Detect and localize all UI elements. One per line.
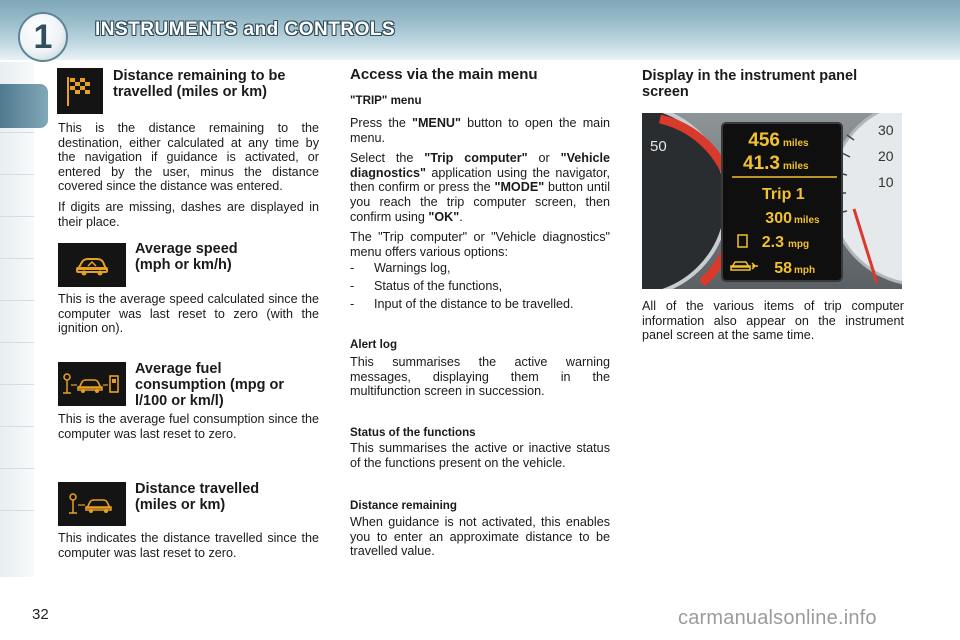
display-unit-1: miles (783, 138, 809, 149)
display-value-2: 41.3 (743, 153, 780, 174)
distance-travelled-text: This indicates the distance travelled since the computer was last reset to zero. (58, 531, 319, 560)
chapter-tab[interactable] (0, 468, 34, 508)
trip-menu-options (350, 261, 610, 311)
alert-log-title: Alert log (350, 338, 398, 351)
chapter-tab[interactable] (0, 510, 34, 550)
instrument-panel-display-photo (642, 113, 902, 289)
display-unit-5: mph (794, 265, 816, 276)
watermark: carmanualsonline.info (678, 607, 877, 629)
chapter-tab[interactable] (0, 216, 34, 256)
instrument-panel-text: All of the various items of trip computer information also appear on the instrument panel screen at the same time. (642, 299, 904, 343)
average-fuel-consumption-icon (58, 362, 126, 406)
trip-menu-label: "TRIP" menu (350, 94, 422, 107)
chapter-tab[interactable] (0, 342, 34, 382)
average-speed-text: This is the average speed calculated since the computer was last reset to zero (with the ignition on). (58, 292, 319, 336)
distance-travelled-icon (58, 482, 126, 526)
distance-remaining-text: This is the distance remaining to the destination, either calculated at any time by the navigation if guidance is activated, or entered by the user, minus the distance covered since the distance was entered. If digits are missing, dashes are displayed in their place. (58, 121, 319, 229)
chapter-tab[interactable] (0, 174, 34, 214)
display-value-5: 58 (774, 260, 792, 277)
list-item: - Status of the functions, (350, 279, 610, 294)
chequered-flag-icon (57, 68, 103, 114)
heading-access-main-menu: Access via the main menu (350, 66, 538, 83)
average-speed-car-icon (58, 243, 126, 287)
chapter-tab[interactable] (0, 132, 34, 172)
heading-distance-remaining: Distance remaining to be travelled (miles or km) (113, 68, 286, 100)
gauge-right-label-3: 10 (878, 174, 894, 190)
list-item: - Warnings log, (350, 261, 610, 276)
heading-instrument-panel-display: Display in the instrument panel screen (642, 68, 858, 100)
display-value-3: 300 (765, 210, 792, 227)
gauge-left-label: 50 (650, 138, 667, 155)
page-title: INSTRUMENTS and CONTROLS (95, 19, 396, 40)
display-unit-3: miles (794, 215, 820, 226)
access-instructions: Press the "MENU" button to open the main menu. Select the "Trip computer" or "Vehicle diagnostics" application using the navigator, then confirm or press the "MODE" button until you reach the trip computer screen, then confirm using "OK". The "Trip computer" or "Vehicle diagnostics" menu offers various options: - Warnings log, - Status of the functions, - Input of the distance to be travelled. (350, 116, 610, 314)
gauge-right-label-2: 20 (878, 148, 894, 164)
chapter-tab-strip (0, 62, 34, 577)
header-band (0, 0, 960, 60)
menu-button-ref: "MENU" (411, 116, 461, 130)
display-unit-4: mpg (788, 239, 810, 250)
chapter-tab[interactable] (0, 258, 34, 298)
chapter-tab-active[interactable] (0, 84, 48, 128)
chapter-tab[interactable] (0, 300, 34, 340)
display-trip-label: Trip 1 (762, 186, 805, 203)
heading-distance-travelled: Distance travelled (miles or km) (135, 481, 260, 513)
alert-log-text: This summarises the active warning messages, displaying them in the multifunction screen in succession. (350, 355, 610, 399)
list-item: - Input of the distance to be travelled. (350, 297, 610, 312)
chapter-number-badge: 1 (18, 12, 68, 62)
status-functions-title: Status of the functions (350, 426, 476, 439)
heading-average-fuel-consumption: Average fuel consumption (mpg or l/100 or km/l) (135, 361, 285, 409)
display-value-4: 2.3 (761, 234, 784, 251)
chapter-tab[interactable] (0, 426, 34, 466)
display-unit-2: miles (783, 161, 809, 172)
distance-remaining-input-text: When guidance is not activated, this enables you to enter an approximate distance to be travelled value. (350, 515, 610, 559)
heading-average-speed: Average speed (mph or km/h) (135, 241, 238, 273)
chapter-tab[interactable] (0, 384, 34, 424)
average-fuel-text: This is the average fuel consumption since the computer was last reset to zero. (58, 412, 319, 441)
page-number: 32 (32, 606, 49, 623)
status-functions-text: This summarises the active or inactive status of the functions present on the vehicle. (350, 441, 610, 470)
distance-remaining-title: Distance remaining (350, 499, 457, 512)
gauge-right-label-1: 30 (878, 122, 894, 138)
display-value-1: 456 (748, 130, 780, 151)
